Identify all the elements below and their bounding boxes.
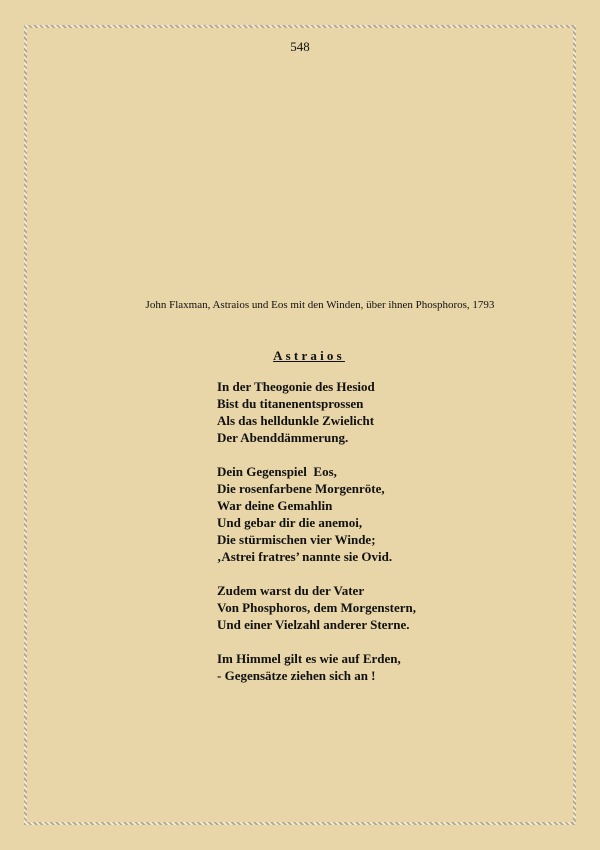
- poem-line: War deine Gemahlin: [217, 498, 333, 513]
- poem-line: Der Abenddämmerung.: [217, 430, 349, 445]
- poem-line: Dein Gegenspiel Eos,: [217, 464, 337, 479]
- poem-body: [217, 378, 537, 701]
- poem-line: - Gegensätze ziehen sich an !: [217, 668, 376, 683]
- poem-line: Zudem warst du der Vater: [217, 583, 365, 598]
- stanza-2: [217, 463, 537, 565]
- page-number: 548: [290, 39, 310, 54]
- poem-line: In der Theogonie des Hesiod: [217, 379, 375, 394]
- stanza-1: [217, 378, 537, 446]
- poem-line: Von Phosphoros, dem Morgenstern,: [217, 600, 416, 615]
- page-frame: [24, 25, 576, 825]
- image-caption: John Flaxman, Astraios und Eos mit den Winden, über ihnen Phosphoros, 1793: [145, 299, 495, 311]
- poem-line: Als das helldunkle Zwielicht: [217, 413, 375, 428]
- poem-line: Und gebar dir die anemoi,: [217, 515, 363, 530]
- poem-line: Bist du titanenentsprossen: [217, 396, 364, 411]
- poem-line: Und einer Vielzahl anderer Sterne.: [217, 617, 410, 632]
- poem-title: Astraios: [273, 348, 345, 363]
- poem-line: Die rosenfarbene Morgenröte,: [217, 481, 385, 496]
- stanza-4: [217, 650, 537, 684]
- poem-line: Im Himmel gilt es wie auf Erden,: [217, 651, 401, 666]
- poem-line: ‚Astrei fratres’ nannte sie Ovid.: [217, 549, 393, 564]
- poem-line: Die stürmischen vier Winde;: [217, 532, 376, 547]
- stanza-3: [217, 582, 537, 633]
